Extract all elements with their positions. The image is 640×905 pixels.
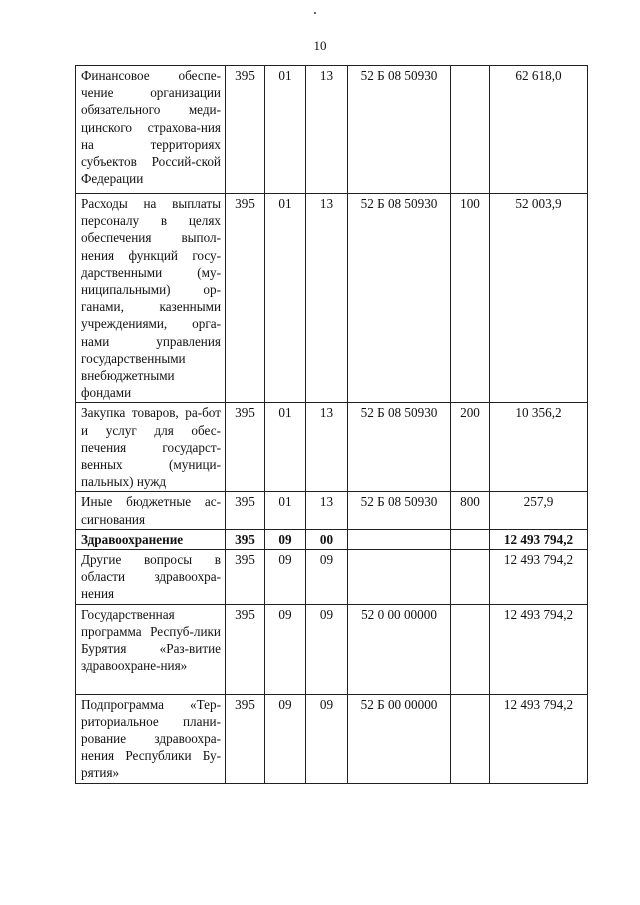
row-rz: 09 — [265, 694, 306, 783]
table-row — [76, 694, 588, 783]
row-vr: 800 — [451, 492, 490, 529]
row-name: Государственная программа Респуб-лики Бурятия «Раз-витие здравоохране-ния» — [76, 604, 226, 694]
row-pr: 09 — [306, 550, 348, 605]
row-csr: 52 Б 08 50930 — [348, 492, 451, 529]
table-row — [76, 550, 588, 605]
row-ved: 395 — [226, 604, 265, 694]
row-ved: 395 — [226, 550, 265, 605]
table-row-section — [76, 529, 588, 549]
row-rz: 09 — [265, 550, 306, 605]
budget-table — [75, 65, 588, 784]
table-row — [76, 66, 588, 194]
row-name: Подпрограмма «Тер-риториальное плани-рование здравоохра-нения Республики Бу-рятия» — [76, 694, 226, 783]
row-rz: 09 — [265, 604, 306, 694]
row-pr: 13 — [306, 403, 348, 492]
row-pr: 13 — [306, 492, 348, 529]
page-number: 10 — [313, 38, 327, 53]
row-ved: 395 — [226, 529, 265, 549]
row-amount: 12 493 794,2 — [490, 604, 588, 694]
row-vr — [451, 604, 490, 694]
row-name: Другие вопросы в области здравоохра-нения — [76, 550, 226, 605]
row-name: Финансовое обеспе-чение организации обязательного меди-цинского страхова-ния на территориях субъектов Россий-ской Федерации — [76, 66, 226, 194]
row-pr: 13 — [306, 66, 348, 194]
row-rz: 09 — [265, 529, 306, 549]
row-csr: 52 Б 08 50930 — [348, 66, 451, 194]
row-csr: 52 Б 00 00000 — [348, 694, 451, 783]
row-vr — [451, 694, 490, 783]
row-name: Иные бюджетные ас-сигнования — [76, 492, 226, 529]
row-ved: 395 — [226, 492, 265, 529]
row-vr — [451, 550, 490, 605]
row-name: Здравоохранение — [76, 529, 226, 549]
row-ved: 395 — [226, 694, 265, 783]
row-amount: 12 493 794,2 — [490, 550, 588, 605]
row-rz: 01 — [265, 492, 306, 529]
table-row — [76, 194, 588, 403]
table-row — [76, 604, 588, 694]
row-csr: 52 Б 08 50930 — [348, 194, 451, 403]
row-rz: 01 — [265, 66, 306, 194]
scan-mark — [314, 12, 316, 14]
row-amount: 52 003,9 — [490, 194, 588, 403]
row-vr — [451, 66, 490, 194]
row-pr: 09 — [306, 604, 348, 694]
row-name: Расходы на выплаты персоналу в целях обеспечения выпол-нения функций госу-дарственными (му-ниципальными) ор-ганами, казенными учреждениями, орга-нами управления государственными внебюджетными фондами — [76, 194, 226, 403]
row-pr: 13 — [306, 194, 348, 403]
row-amount: 12 493 794,2 — [490, 694, 588, 783]
row-csr: 52 Б 08 50930 — [348, 403, 451, 492]
row-amount: 10 356,2 — [490, 403, 588, 492]
row-rz: 01 — [265, 403, 306, 492]
table-row — [76, 403, 588, 492]
row-amount: 257,9 — [490, 492, 588, 529]
row-csr — [348, 550, 451, 605]
table-row — [76, 492, 588, 529]
row-pr: 00 — [306, 529, 348, 549]
row-name: Закупка товаров, ра-бот и услуг для обес-печения государст-венных (муници-пальных) нужд — [76, 403, 226, 492]
row-csr — [348, 529, 451, 549]
row-vr: 200 — [451, 403, 490, 492]
row-ved: 395 — [226, 403, 265, 492]
row-ved: 395 — [226, 66, 265, 194]
row-vr — [451, 529, 490, 549]
row-ved: 395 — [226, 194, 265, 403]
row-rz: 01 — [265, 194, 306, 403]
row-amount: 62 618,0 — [490, 66, 588, 194]
row-amount: 12 493 794,2 — [490, 529, 588, 549]
row-pr: 09 — [306, 694, 348, 783]
row-vr: 100 — [451, 194, 490, 403]
row-csr: 52 0 00 00000 — [348, 604, 451, 694]
